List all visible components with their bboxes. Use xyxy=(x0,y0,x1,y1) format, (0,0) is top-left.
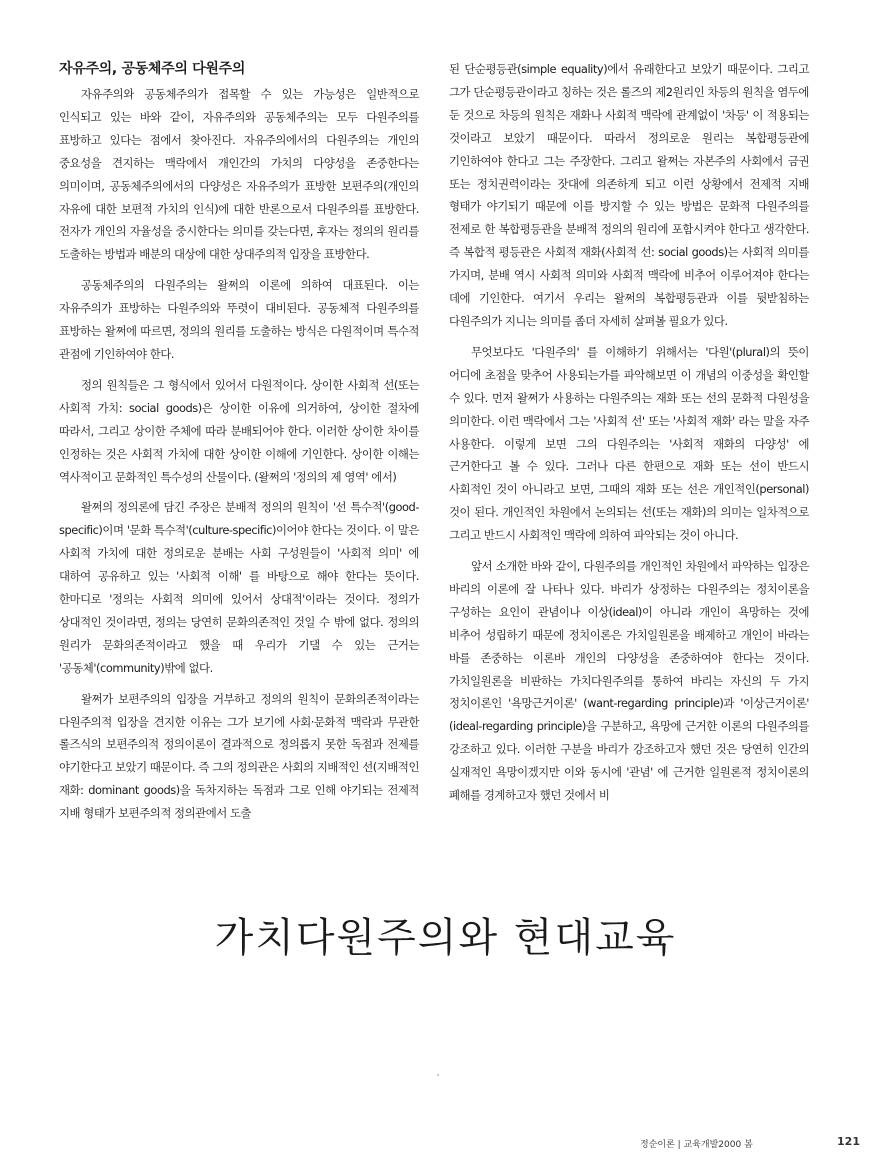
paragraph: 정의 원칙들은 그 형식에서 있어서 다원적이다. 상이한 사회적 선(또는 사회적 가치: social goods)은 상이한 이유에 의거하여, 상이한 절차에 따라서, 그리고 상이한 주체에 따라 분배되어야 한다. 이러한 상이한 차이를 인정하는 것은 사회적 가치에 대한 상이한 이해에 기인한다. 상이한 이해는 역사적이고 문화적인 특수성의 산물이다. (왈쩌의 '정의의 제 영역' 에서) xyxy=(59,377,419,484)
running-footer: 정순이론 | 교육개발2000 봄 xyxy=(640,1140,753,1150)
paragraph: 된 단순평등관(simple equality)에서 유래한다고 보았기 때문이다. 그리고 그가 단순평등관이라고 칭하는 것은 롤즈의 제2원리인 차등의 원칙을 염두에 둔 것으로 차등의 원칙은 재화나 사회적 맥락에 관계없이 '차등' 이 적용되는 것이라고 보았기 때문이다. 따라서 정의로운 원리는 복합평등관에 기인하여야 한다고 그는 주장한다. 그리고 왈쩌는 자본주의 사회에서 금권 또는 정치권력이라는 잣대에 의존하게 되고 이런 상황에서 전제적 지배 형태가 야기되기 때문에 이를 방지할 수 있는 방법은 문화적 다원주의를 전제로 한 복합평등관을 분배적 정의의 원리에 포함시켜야 한다고 생각한다. 즉 복합적 평등관은 사회적 재화(사회적 선: social goods)는 사회적 의미를 가지며, 분배 역시 사회적 의미와 사회적 맥락에 비추어 이루어져야 한다는 데에 기인한다. 여기서 우리는 왈쩌의 복합평등관과 이를 뒷받침하는 다원주의가 지니는 의미를 좀더 자세히 살펴볼 필요가 있다. xyxy=(449,62,809,328)
paragraph: 자유주의와 공동체주의가 접목할 수 있는 가능성은 일반적으로 인식되고 있는 바와 같이, 자유주의와 공동체주의는 모두 다원주의를 표방하고 있다는 점에서 찾아진다. 자유주의에서의 다원주의는 개인의 중요성을 견지하는 맥락에서 개인간의 가치의 다양성을 존중한다는 의미이며, 공동체주의에서의 다양성은 자유주의가 표방한 보편주의(개인의 자유에 대한 보편적 가치의 인식)에 대한 반론으로서 다원주의를 표방한다. 전자가 개인의 자율성을 중시한다는 의미를 갖는다면, 후자는 정의의 원리를 도출하는 방법과 배분의 대상에 대한 상대주의적 입장을 표방한다. xyxy=(59,87,419,262)
left-column xyxy=(59,58,419,833)
page-number: 121 xyxy=(837,1135,860,1148)
section-heading: 자유주의, 공동체주의 다원주의 xyxy=(59,61,246,77)
paragraph: 공동체주의의 다원주의는 왈쩌의 이론에 의하여 대표된다. 이는 자유주의가 표방하는 다원주의와 뚜렷이 대비된다. 공동체적 다원주의를 표방하는 왈쩌에 따르면, 정의의 원리를 도출하는 방식은 다원적이며 특수적 관점에 기인하여야 한다. xyxy=(59,278,419,361)
paragraph: 왈쩌가 보편주의의 입장을 거부하고 정의의 원칙이 문화의존적이라는 다원주의적 입장을 견지한 이유는 그가 보기에 사회·문화적 맥락과 무관한 롤즈식의 보편주의적 정의이론이 결과적으로 정의롭지 못한 독점과 전제를 야기한다고 보았기 때문이다. 즉 그의 정의관은 사회의 지배적인 선(지배적인 재화: dominant goods)을 독차지하는 독점과 그로 인해 야기되는 전제적 지배 형태가 보편주의적 정의관에서 도출 xyxy=(59,691,419,821)
paragraph: 무엇보다도 '다원주의' 를 이해하기 위해서는 '다원'(plural)의 뜻이 어디에 초점을 맞추어 사용되는가를 파악해보면 이 개념의 이중성을 확인할 수 있다. 먼저 왈쩌가 사용하는 다원주의는 재화 또는 선의 문화적 다원성을 의미한다. 이런 맥락에서 그는 '사회적 선' 또는 '사회적 재화' 라는 말을 자주 사용한다. 이렇게 보면 그의 다원주의는 '사회적 재화의 다양성' 에 근거한다고 볼 수 있다. 그러나 다른 한편으로 재화 또는 선이 반드시 사회적인 것이 아니라고 보면, 그때의 재화 또는 선은 개인적인(personal) 것이 된다. 개인적인 차원에서 논의되는 선(또는 재화)의 의미는 일차적으로 그리고 반드시 사회적인 맥락에 의하여 파악되는 것이 아니다. xyxy=(449,344,809,543)
page-footer xyxy=(640,1137,860,1150)
article-title: 가치다원주의와 현대교육 xyxy=(214,915,677,961)
paragraph: 앞서 소개한 바와 같이, 다원주의를 개인적인 차원에서 파악하는 입장은 바리의 이론에 잘 나타나 있다. 바리가 상정하는 다원주의는 정치이론을 구성하는 요인이 관념이나 이상(ideal)이 아니라 개인이 욕망하는 것에 비추어 성립하기 때문에 정치이론은 가치일원론을 배제하고 개인이 바라는 바를 존중하는 이론바 개인의 다양성을 존중하여야 한다는 것이다. 가치일원론을 비판하는 가치다원주의를 통하여 바리는 자신의 두 가지 정치이론인 '욕망근거이론' (want-regarding principle)과 '이상근거이론' (ideal-regarding principle)을 구분하고, 욕망에 근거한 이론의 다원주의를 강조하고 있다. 이러한 구분을 바리가 강조하고자 했던 것은 당연히 인간의 실재적인 욕망이겠지만 이와 동시에 '관념' 에 근거한 일원론적 정치이론의 폐해를 경계하고자 했던 것에서 비 xyxy=(449,559,809,803)
print-mark xyxy=(437,1074,439,1076)
paragraph: 왈쩌의 정의론에 담긴 주장은 분배적 정의의 원칙이 '선 특수적'(good-specific)이며 '문화 특수적'(culture-specific)이어야 한다는 것이다. 이 말은 사회적 가치에 대한 정의로운 분배는 사회 구성원들이 '사회적 의미' 에 대하여 공유하고 있는 '사회적 이해' 를 바탕으로 해야 한다는 뜻이다. 한마디로 '정의는 사회적 의미에 있어서 상대적'이라는 것이다. 정의가 상대적인 것이라면, 정의는 당연히 문화의존적인 것일 수 밖에 없다. 정의의 원리가 문화의존적이라고 했을 때 우리가 기댈 수 있는 근거는 '공동체'(community)밖에 없다. xyxy=(59,500,419,675)
right-column xyxy=(449,58,809,815)
